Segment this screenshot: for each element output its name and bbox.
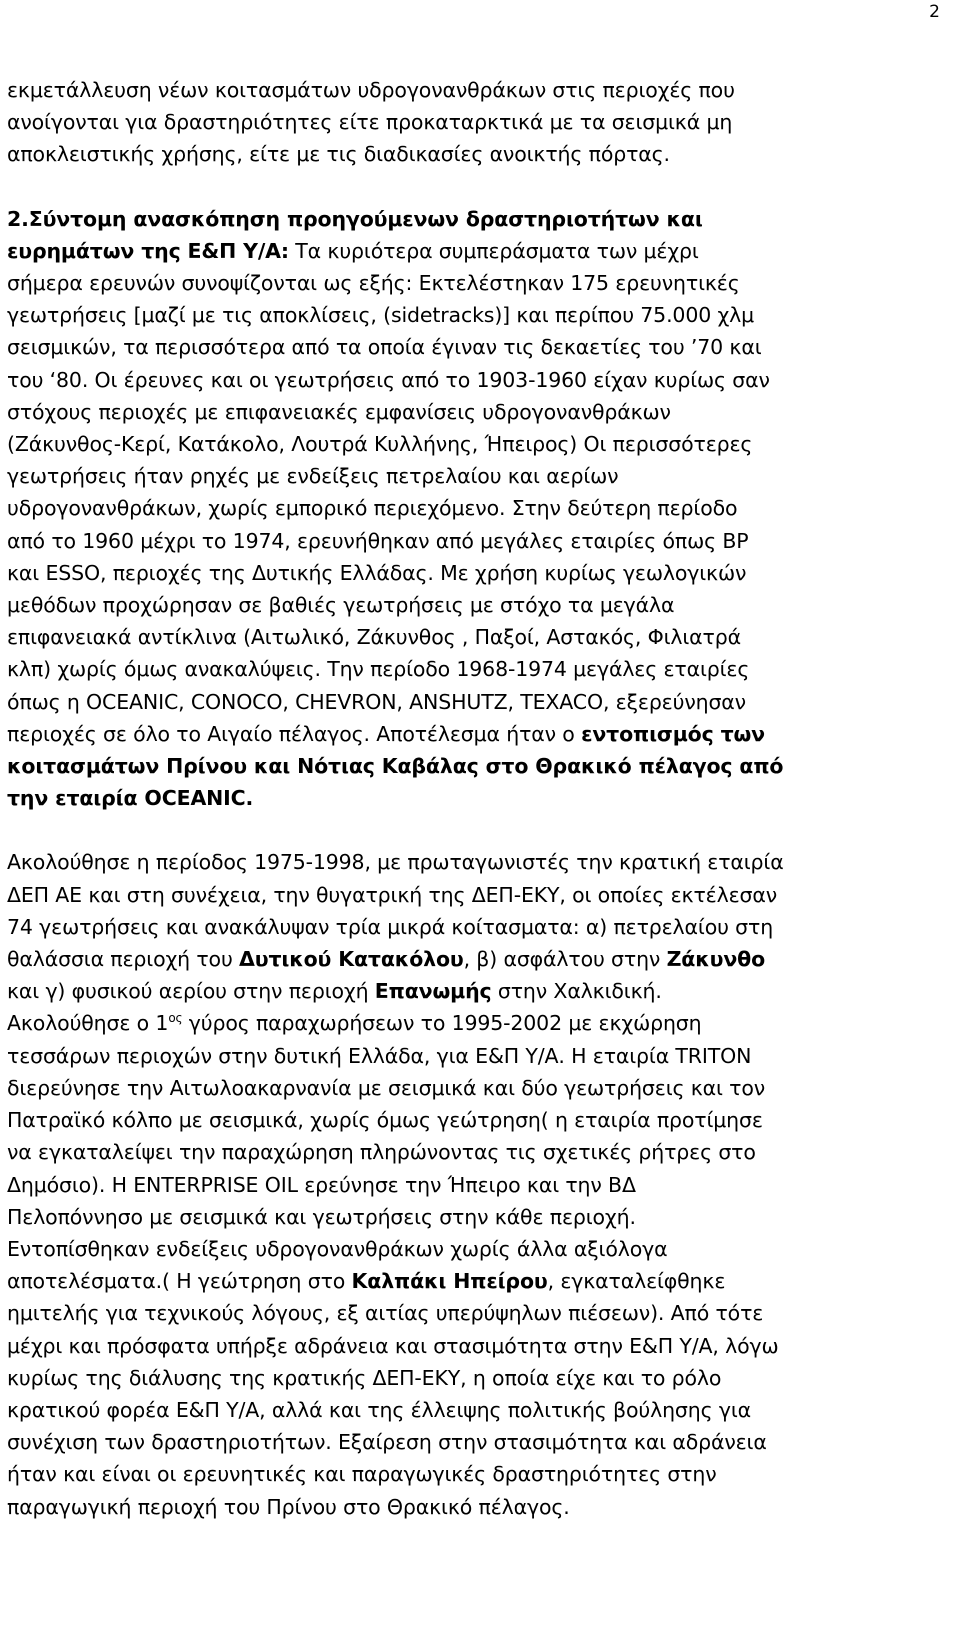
text-line: ημιτελής για τεχνικούς λόγους, εξ αιτίας υπερύψηλων πιέσεων). Από τότε <box>7 1301 764 1326</box>
text-run: αποτελέσματα.( Η γεώτρηση στο <box>7 1269 352 1294</box>
text-line: τεσσάρων περιοχών στην δυτική Ελλάδα, για Ε&Π Υ/Α. Η εταιρία TRITON <box>7 1043 752 1068</box>
text-line: σήμερα ερευνών συνοψίζονται ως εξής: Εκτελέστηκαν 175 ερευνητικές <box>7 271 740 296</box>
text-line: Εντοπίσθηκαν ενδείξεις υδρογονανθράκων χωρίς άλλα αξιόλογα <box>7 1236 668 1261</box>
text-run: περιοχές σε όλο το Αιγαίο πέλαγος. Αποτέλεσμα ήταν ο <box>7 721 582 746</box>
bold-text: Δυτικού Κατακόλου <box>239 947 464 972</box>
text-line: Ακολούθησε η περίοδος 1975-1998, με πρωταγωνιστές την κρατική εταιρία <box>7 850 784 875</box>
text-line: (Ζάκυνθος-Κερί, Κατάκολο, Λουτρά Κυλλήνης, Ήπειρος) Οι περισσότερες <box>7 432 753 457</box>
text-line: κρατικού φορέα Ε&Π Υ/Α, αλλά και της έλλειψης πολιτικής βούλησης για <box>7 1397 751 1422</box>
text-line: γεωτρήσεις [μαζί με τις αποκλίσεις, (sidetracks)] και περίπου 75.000 χλμ <box>7 303 755 328</box>
text-run: , εγκαταλείφθηκε <box>547 1269 726 1294</box>
bold-text: Επανωμής <box>374 979 492 1004</box>
text-line: παραγωγική περιοχή του Πρίνου στο Θρακικό πέλαγος. <box>7 1494 570 1519</box>
section-heading-continued: ευρημάτων της Ε&Π Υ/Α: <box>7 238 289 263</box>
text-line: Πελοπόννησο με σεισμικά και γεωτρήσεις στην κάθε περιοχή. <box>7 1204 636 1229</box>
text-line: του ‘80. Οι έρευνες και οι γεωτρήσεις από το 1903-1960 είχαν κυρίως σαν <box>7 367 770 392</box>
text-line: αποκλειστικής χρήσης, είτε με τις διαδικασίες ανοικτής πόρτας. <box>7 142 670 167</box>
text-line: υδρογονανθράκων, χωρίς εμπορικό περιεχόμενο. Στην δεύτερη περίοδο <box>7 496 738 521</box>
bold-text: την εταιρία OCEANIC. <box>7 786 254 811</box>
document-body <box>7 74 947 1523</box>
text-line: διερεύνησε την Αιτωλοακαρνανία με σεισμικά και δύο γεωτρήσεις και τον <box>7 1075 766 1100</box>
text-line: κυρίως της διάλυσης της κρατικής ΔΕΠ-ΕΚΥ, η οποία είχε και το ρόλο <box>7 1365 722 1390</box>
text-line: ήταν και είναι οι ερευνητικές και παραγωγικές δραστηριότητες στην <box>7 1462 717 1487</box>
text-line: κλπ) χωρίς όμως ανακαλύψεις. Την περίοδο 1968-1974 μεγάλες εταιρίες <box>7 657 750 682</box>
bold-text: κοιτασμάτων Πρίνου και Νότιας Καβάλας στο Θρακικό πέλαγος από <box>7 754 784 779</box>
text-line: Πατραϊκό κόλπο με σεισμικά, χωρίς όμως γεώτρηση( η εταιρία προτίμησε <box>7 1108 763 1133</box>
text-line: από το 1960 μέχρι το 1974, ερευνήθηκαν από μεγάλες εταιρίες όπως BP <box>7 528 749 553</box>
bold-text: Καλπάκι Ηπείρου <box>351 1269 548 1294</box>
text-line: συνέχιση των δραστηριοτήτων. Εξαίρεση στην στασιμότητα και αδράνεια <box>7 1430 767 1455</box>
text-line: εκμετάλλευση νέων κοιτασμάτων υδρογονανθράκων στις περιοχές που <box>7 78 735 102</box>
text-line: Δημόσιο). Η ENTERPRISE OIL ερεύνησε την Ήπειρο και την ΒΔ <box>7 1172 636 1197</box>
text-line: ΔΕΠ ΑΕ και στη συνέχεια, την θυγατρική της ΔΕΠ-ΕΚΥ, οι οποίες εκτέλεσαν <box>7 882 778 907</box>
bold-text: εντοπισμός των <box>581 721 765 746</box>
bold-text: Ζάκυνθο <box>666 947 766 972</box>
text-line: γεωτρήσεις ήταν ρηχές με ενδείξεις πετρελαίου και αερίων <box>7 464 619 489</box>
text-run: γύρος παραχωρήσεων το 1995-2002 με εκχώρηση <box>182 1011 702 1036</box>
text-line: ανοίγονται για δραστηριότητες είτε προκαταρκτικά με τα σεισμικά μη <box>7 110 733 135</box>
superscript: ος <box>168 1011 183 1026</box>
text-line: και ESSO, περιοχές της Δυτικής Ελλάδας. Με χρήση κυρίως γεωλογικών <box>7 560 747 585</box>
text-run: , β) ασφάλτου στην <box>463 947 667 972</box>
text-run: Ακολούθησε ο 1 <box>7 1011 169 1036</box>
text-line: μέχρι και πρόσφατα υπήρξε αδράνεια και στασιμότητα στην Ε&Π Υ/Α, λόγω <box>7 1333 779 1358</box>
text-line: 74 γεωτρήσεις και ανακάλυψαν τρία μικρά κοίτασματα: α) πετρελαίου στη <box>7 914 774 939</box>
text-line: σεισμικών, τα περισσότερα από τα οποία έγιναν τις δεκαετίες του ’70 και <box>7 335 762 360</box>
page-number: 2 <box>929 2 940 22</box>
text-line: όπως η OCEANIC, CONOCO, CHEVRON, ANSHUTZ, TEXACO, εξερεύνησαν <box>7 689 746 714</box>
paragraph-2 <box>7 203 947 815</box>
text-run: και γ) φυσικού αερίου στην περιοχή <box>7 979 375 1004</box>
section-heading: 2.Σύντομη ανασκόπηση προηγούμενων δραστηριοτήτων και <box>7 206 703 231</box>
text-run: στην Χαλκιδική. <box>491 979 662 1004</box>
text-line: επιφανειακά αντίκλινα (Αιτωλικό, Ζάκυνθος , Παξοί, Αστακός, Φιλιατρά <box>7 625 741 650</box>
paragraph-3 <box>7 846 947 1522</box>
paragraph-1 <box>7 74 947 171</box>
text-run: θαλάσσια περιοχή του <box>7 947 240 972</box>
text-line: να εγκαταλείψει την παραχώρηση πληρώνοντας τις σχετικές ρήτρες στο <box>7 1140 756 1165</box>
text-line: στόχους περιοχές με επιφανειακές εμφανίσεις υδρογονανθράκων <box>7 399 671 424</box>
text-line: μεθόδων προχώρησαν σε βαθιές γεωτρήσεις με στόχο τα μεγάλα <box>7 593 675 618</box>
text-run: Τα κυριότερα συμπεράσματα των μέχρι <box>288 238 699 263</box>
